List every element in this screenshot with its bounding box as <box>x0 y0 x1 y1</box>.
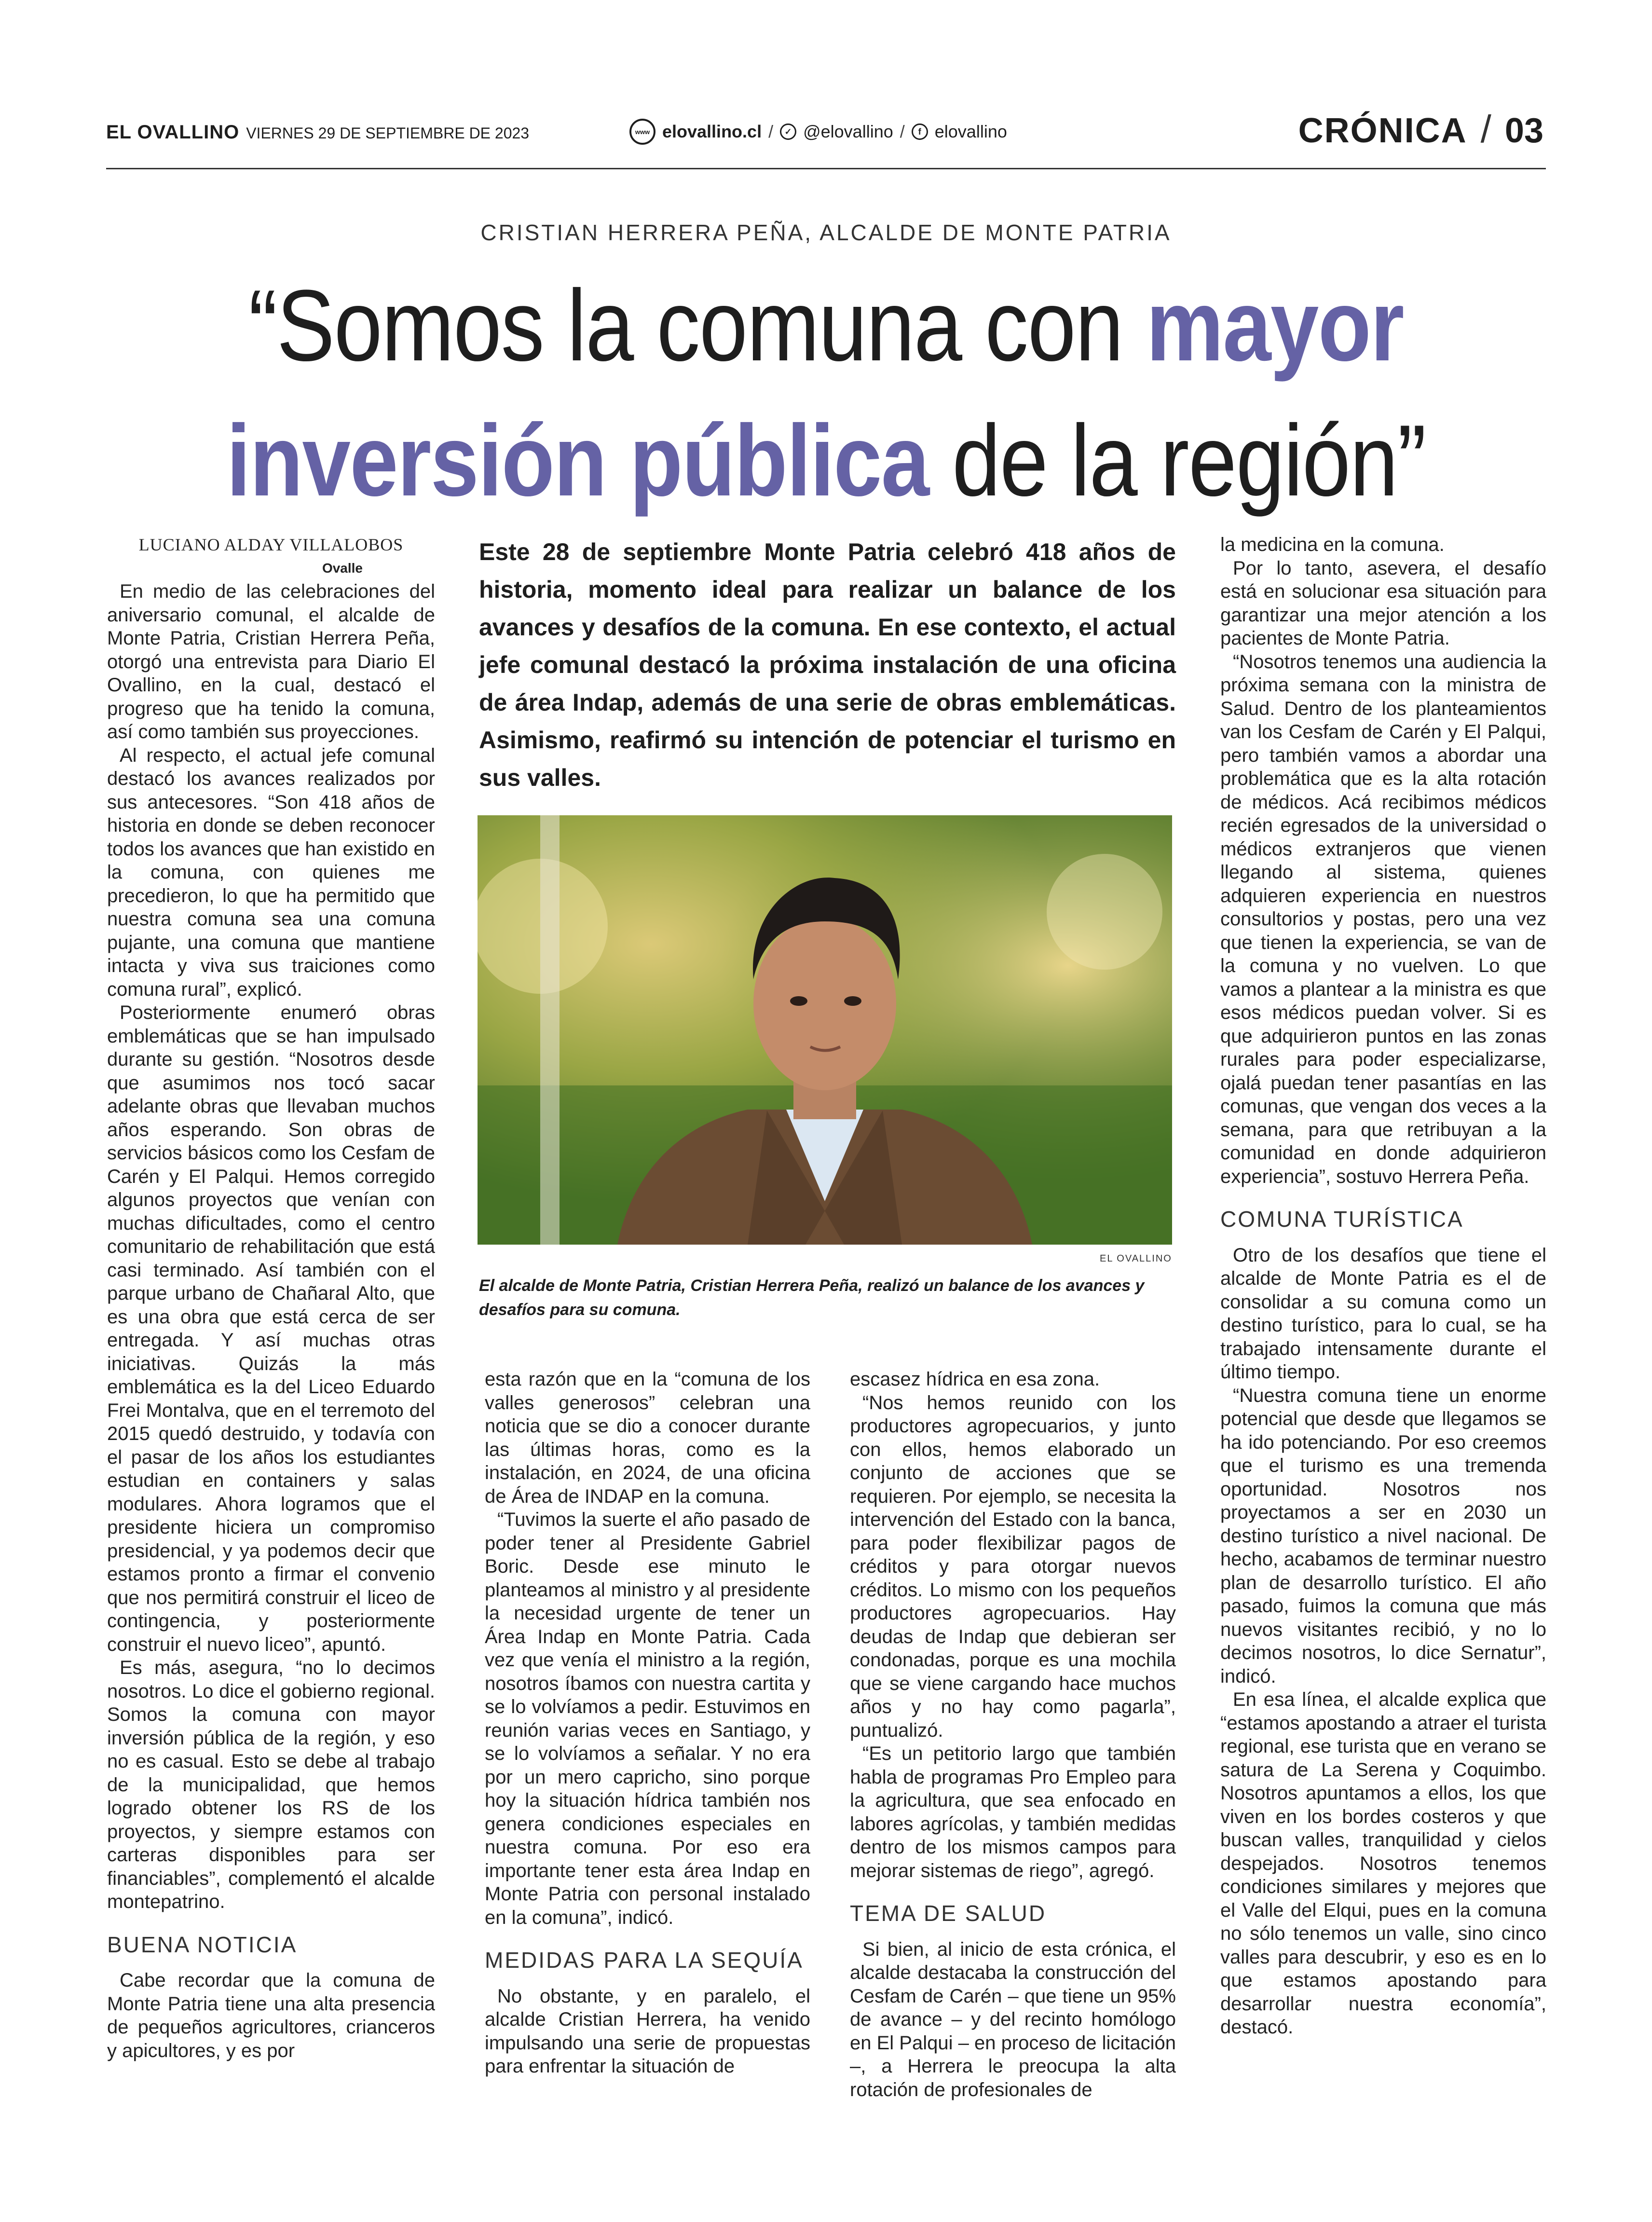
paragraph: Posteriormente enumeró obras emblemáticas que se han impulsado durante su gestión. “Nosotros desde que asumimos nos tocó sacar adelante obras que llevaban muchos años esperando. Son obras de servicios básicos como los Cesfam de Carén y El Palqui. Hemos corregido algunos proyectos que venían con muchas dificultades, como el centro comunitario de rehabilitación que está casi terminado. Así también con el parque urbano de Chañaral Alto, que es una obra que está cerca de ser entregada. Y así muchas otras iniciativas. Quizás la más emblemática es la del Liceo Eduardo Frei Montalva, que en el terremoto del 2015 quedó destruido, y todavía con el pasar de los años los estudiantes estudian en containers y salas modulares. Ahora logramos que el presidente hiciera un compromiso presidencial, y ya podemos decir que estamos pronto a firmar el convenio que nos permitirá construir el liceo de contingencia, y posteriormente construir el nuevo liceo”, apuntó. <box>107 1002 435 1655</box>
paragraph: Si bien, al inicio de esta crónica, el alcalde destacaba la construcción del Cesfam de Carén – que tiene un 95% de avance – y del recinto homólogo en El Palqui – en proceso de licitación –, a Herrera le preocupa la alta rotación de profesionales de <box>850 1938 1176 2100</box>
paragraph: esta razón que en la “comuna de los valles generosos” celebran una noticia que se dio a conocer durante las últimas horas, como es la instalación, en 2024, de una oficina de Área de INDAP en la comuna. <box>485 1369 810 1507</box>
header-rule <box>106 168 1546 169</box>
column-3 <box>850 1368 1176 2101</box>
masthead <box>106 122 529 143</box>
newspaper-name: EL OVALLINO <box>106 122 240 143</box>
paragraph: En esa línea, el alcalde explica que “estamos apostando a atraer el turista regional, ese turista que en verano se satura de La Serena y Coquimbo. Nosotros apuntamos a ellos, los que viven en los bordes costeros y que buscan valles, tranquilidad y cielos despejados. Nosotros tenemos condiciones similares y mejores que el Valle del Elqui, pues en la comuna no sólo tenemos un valle, sino cinco valles para descubrir, y eso es en lo que estamos apostando para desarrollar nuestra economía”, destacó. <box>1220 1689 1546 2038</box>
paragraph: “Nuestra comuna tiene un enorme potencial que desde que llegamos se ha ido potenciando. Por eso creemos que el turismo es una tremenda oportunidad. Nosotros nos proyectamos a ser en 2030 un destino turístico a nivel nacional. De hecho, acabamos de terminar nuestro plan de desarrollo turístico. El año pasado, fuimos la comuna que más nuevos visitantes recibió, y no lo decimos nosotros, lo dice Sernatur”, indicó. <box>1220 1385 1546 1687</box>
facebook-handle[interactable]: elovallino <box>934 122 1007 141</box>
paragraph: “Nos hemos reunido con los productores agropecuarios, y junto con ellos, hemos elaborado un conjunto de acciones que se requieren. Por ejemplo, se necesita la intervención del Estado con la banca, para poder flexibilizar pagos de créditos y para otorgar nuevos créditos. Lo mismo con los pequeños productores agropecuarios. Hay deudas de Indap que debieran ser condonadas, porque es una mochila que se viene cargando hace muchos años y no hay como pagarla”, puntualizó. <box>850 1392 1176 1741</box>
headline-highlight2: inversión pública <box>226 404 929 517</box>
issue-date: VIERNES 29 DE SEPTIEMBRE DE 2023 <box>246 124 530 142</box>
paragraph: No obstante, y en paralelo, el alcalde Cristian Herrera, ha venido impulsando una serie de propuestas para enfrentar la situación de <box>485 1985 810 2077</box>
photo-credit: EL OVALLINO <box>1100 1253 1172 1264</box>
page-number: 03 <box>1504 111 1543 150</box>
kicker: CRISTIAN HERRERA PEÑA, ALCALDE DE MONTE PATRIA <box>480 220 1172 245</box>
portrait-illustration <box>478 815 1172 1245</box>
separator: / <box>768 122 774 141</box>
twitter-handle[interactable]: @elovallino <box>803 122 893 141</box>
headline-part1: “Somos la comuna con <box>248 269 1147 382</box>
separator: / <box>900 122 905 141</box>
paragraph: Cabe recordar que la comuna de Monte Patria tiene una alta presencia de pequeños agricultores, crianceros y apicultores, y es por <box>107 1970 435 2061</box>
headline-highlight1: mayor <box>1146 269 1404 382</box>
headline <box>178 258 1475 528</box>
paragraph: “Es un petitorio largo que también habla de programas Pro Empleo para la agricultura, que sea enfocado en labores agrícolas, y también medidas dentro de los mismos campos para mejorar sistemas de riego”, agregó. <box>850 1743 1176 1881</box>
website-link[interactable]: elovallino.cl <box>662 122 762 141</box>
paragraph: En medio de las celebraciones del aniversario comunal, el alcalde de Monte Patria, Cristian Herrera Peña, otorgó una entrevista para Diario El Ovallino, en la cual, destacó el progreso que ha tenido la comuna, así como también sus proyecciones. <box>107 581 435 742</box>
paragraph: la medicina en la comuna. <box>1220 534 1445 555</box>
author-location: Ovalle <box>322 560 363 576</box>
column-4 <box>1220 533 1546 2039</box>
subheading: BUENA NOTICIA <box>107 1932 298 1957</box>
section-name: CRÓNICA <box>1298 111 1467 150</box>
subheading: MEDIDAS PARA LA SEQUÍA <box>485 1948 804 1973</box>
headline-part2: de la región” <box>928 404 1426 517</box>
subheading: TEMA DE SALUD <box>850 1901 1047 1926</box>
paragraph: “Tuvimos la suerte el año pasado de poder tener al Presidente Gabriel Boric. Desde ese minuto le planteamos al ministro y al presidente la necesidad urgente de tener un Área Indap en Monte Patria. Cada vez que venía el ministro a la región, nosotros íbamos con nuestra cartita y se lo volvíamos a pedir. Estuvimos en reunión varias veces en Santiago, y se lo volvíamos a señalar. Y no era por un mero capricho, sino porque hoy la situación hídrica también nos genera condiciones especiales en nuestra comuna. Por eso era importante tener esta área Indap en Monte Patria con personal instalado en la comuna”, indicó. <box>485 1509 810 1928</box>
subheading: COMUNA TURÍSTICA <box>1220 1207 1464 1232</box>
paragraph: Al respecto, el actual jefe comunal destacó los avances realizados por sus antecesores. “Son 418 años de historia en donde se deben reconocer todos los avances que han existido en la comuna, con quienes me precedieron, lo que ha permitido que nuestra comuna sea una comuna pujante, una comuna que mantiene intacta y viva sus traiciones como comuna rural”, explicó. <box>107 744 435 1000</box>
paragraph: “Nosotros tenemos una audiencia la próxima semana con la ministra de Salud. Dentro de los planteamientos van los Cesfam de Carén y El Palqui, pero también vamos a abordar una problemática que es la alta rotación de médicos. Acá recibimos médicos recién egresados de la universidad o médicos extranjeros que vienen llegando al sistema, quienes adquieren experiencia en nuestros consultorios y postas, pero una vez que tienen la experiencia, se van de la comuna y no vuelven. Lo que vamos a plantear a la ministra es que esos médicos puedan volver. Si es que adquirieron puntos en las zonas rurales para poder especializarse, ojalá puedan tener pasantías en las comunas, que vengan dos veces a la semana, para que retribuyan a la comunidad en donde adquirieron experiencia”, sostuvo Herrera Peña. <box>1220 651 1546 1187</box>
column-2 <box>485 1368 810 2078</box>
section-label <box>1298 107 1543 151</box>
www-icon: www <box>629 119 655 145</box>
lead-paragraph: Este 28 de septiembre Monte Patria celebró 418 años de historia, momento ideal para realizar un balance de los avances y desafíos de la comuna. En ese contexto, el actual jefe comunal destacó la próxima instalación de una oficina de área Indap, además de una serie de obras emblemáticas. Asimismo, reafirmó su intención de potenciar el turismo en sus valles. <box>479 538 1176 791</box>
facebook-icon: f <box>912 123 928 140</box>
paragraph: Por lo tanto, asevera, el desafío está en solucionar esa situación para garantizar una mejor atención a los pacientes de Monte Patria. <box>1220 557 1546 649</box>
paragraph: Otro de los desafíos que tiene el alcalde de Monte Patria es el de consolidar a su comuna como un destino turístico, para lo cual, se ha trabajado intensamente durante el último tiempo. <box>1220 1244 1546 1383</box>
photo-caption: El alcalde de Monte Patria, Cristian Herrera Peña, realizó un balance de los avances y desafíos para su comuna. <box>479 1276 1145 1319</box>
paragraph: escasez hídrica en esa zona. <box>850 1369 1100 1390</box>
social-links <box>629 119 1007 145</box>
mayor-photo <box>478 815 1172 1245</box>
author-byline: LUCIANO ALDAY VILLALOBOS <box>138 535 404 554</box>
paragraph: Es más, asegura, “no lo decimos nosotros. Lo dice el gobierno regional. Somos la comuna con mayor inversión pública de la región, y eso no es casual. Esto se debe al trabajo de la municipalidad, que hemos logrado obtener los RS de los proyectos, y siempre estamos con carteras disponibles para ser financiables”, complementó el alcalde montepatrino. <box>107 1657 435 1912</box>
twitter-icon: ✓ <box>780 123 796 140</box>
section-slash: / <box>1480 108 1491 151</box>
column-1 <box>107 533 435 2062</box>
